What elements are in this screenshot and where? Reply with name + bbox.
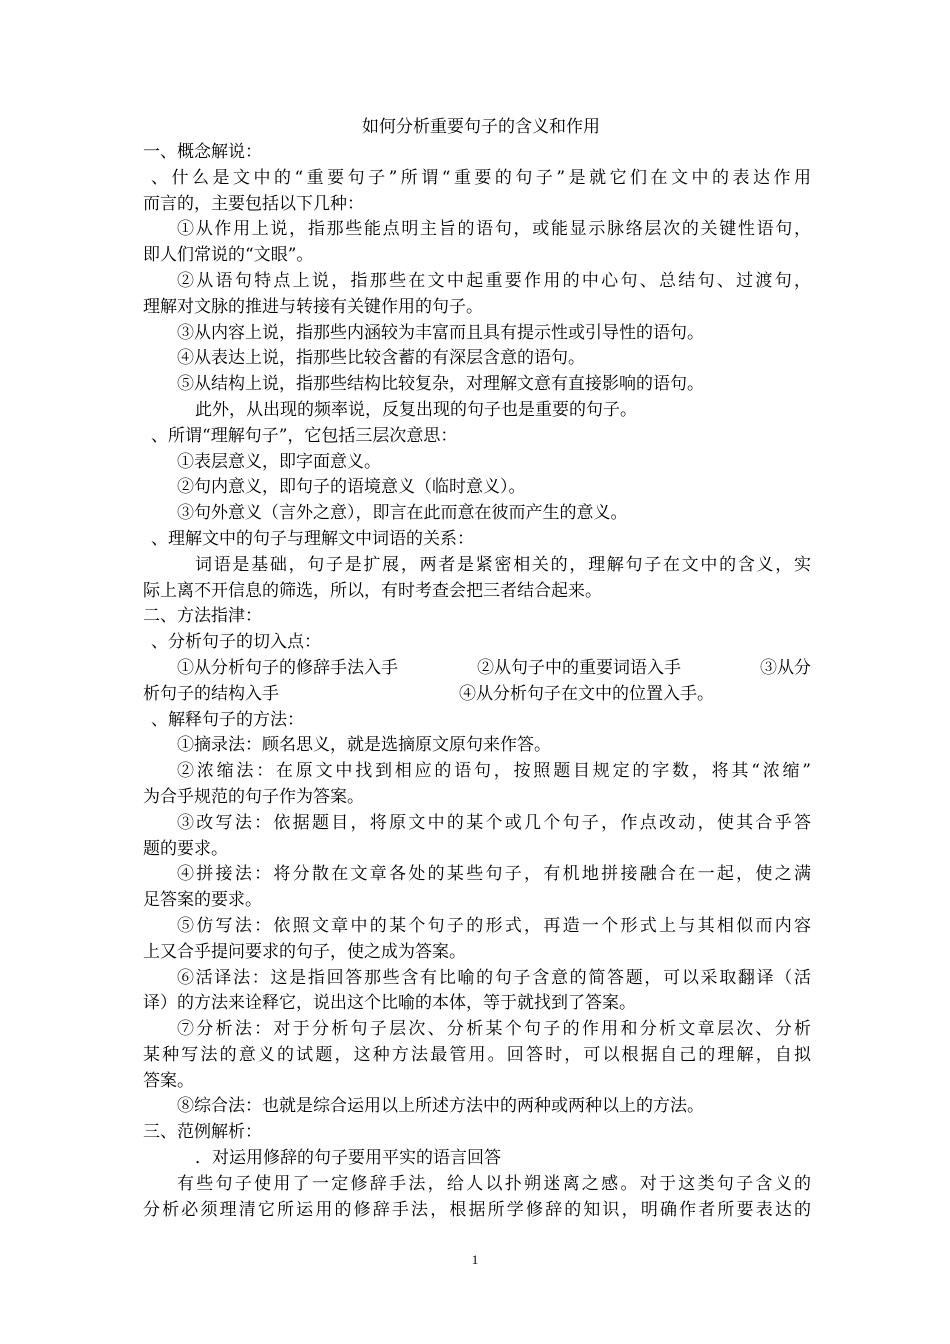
text-line: 际上离不开信息的筛选，所以，有时考查会把三者结合起来。 xyxy=(143,580,602,601)
text-line: ①摘录法：顾名思义，就是选摘原文原句来作答。 xyxy=(177,735,551,756)
text-line: 词语是基础，句子是扩展，两者是紧密相关的，理解句子在文中的含义，实 xyxy=(195,554,811,575)
entry-point-structure-start: ③从分 xyxy=(760,657,811,678)
text-line: ③改写法：依据题目，将原文中的某个或几个句子，作点改动，使其合乎答 xyxy=(177,812,811,833)
text-line: 某种写法的意义的试题，这种方法最管用。回答时，可以根据自己的理解，自拟 xyxy=(143,1044,811,1065)
text-line: ③句外意义（言外之意），即言在此而意在彼而产生的意义。 xyxy=(177,503,628,524)
text-line: ②句内意义，即句子的语境意义（临时意义）。 xyxy=(177,477,526,498)
text-line: 有些句子使用了一定修辞手法，给人以扑朔迷离之感。对于这类句子含义的 xyxy=(177,1173,811,1194)
subheading-line: 、所谓“理解句子”，它包括三层次意思： xyxy=(151,425,458,446)
text-line: ①表层意义，即字面意义。 xyxy=(177,451,381,472)
text-line: 此外，从出现的频率说，反复出现的句子也是重要的句子。 xyxy=(195,399,637,420)
subheading-line: 、理解文中的句子与理解文中词语的关系： xyxy=(151,528,474,549)
section-heading-concepts: 一、概念解说： xyxy=(143,142,262,162)
subheading-line: 、分析句子的切入点： xyxy=(151,632,321,653)
document-title: 如何分析重要句子的含义和作用 xyxy=(362,117,600,137)
entry-point-position: ④从分析句子在文中的位置入手。 xyxy=(459,683,714,704)
text-line: ①从作用上说，指那些能点明主旨的语句，或能显示脉络层次的关键性语句， xyxy=(177,219,811,240)
text-line: 答案。 xyxy=(143,1070,194,1091)
text-line: 、什么是文中的“重要句子”所谓“重要的句子”是就它们在文中的表达作用 xyxy=(151,167,811,188)
entry-points-row xyxy=(143,656,811,682)
text-line: ⑧综合法：也就是综合运用以上所述方法中的两种或两种以上的方法。 xyxy=(177,1096,704,1117)
entry-points-row-2 xyxy=(143,682,811,708)
text-line: ⑥活译法：这是指回答那些含有比喻的句子含意的简答题，可以采取翻译（活 xyxy=(177,967,811,988)
text-line: ⑤从结构上说，指那些结构比较复杂，对理解文意有直接影响的语句。 xyxy=(177,374,704,395)
text-line: ②浓缩法：在原文中找到相应的语句，按照题目规定的字数，将其“浓缩” xyxy=(177,761,811,782)
text-line: 上又合乎提问要求的句子，使之成为答案。 xyxy=(143,941,466,962)
text-line: ④拼接法：将分散在文章各处的某些句子，有机地拼接融合在一起，使之满 xyxy=(177,864,811,885)
text-line: 分析必须理清它所运用的修辞手法，根据所学修辞的知识，明确作者所要表达的 xyxy=(143,1199,811,1220)
section-heading-methods: 二、方法指津： xyxy=(143,606,262,627)
subheading-line: ．对运用修辞的句子要用平实的语言回答 xyxy=(195,1148,501,1169)
text-line: 而言的，主要包括以下几种： xyxy=(143,193,364,214)
text-line: 题的要求。 xyxy=(143,838,228,859)
entry-point-structure-end: 析句子的结构入手 xyxy=(143,683,279,704)
text-line: ②从语句特点上说，指那些在文中起重要作用的中心句、总结句、过渡句， xyxy=(177,270,811,291)
text-line: ④从表达上说，指那些比较含蓄的有深层含意的语句。 xyxy=(177,348,585,369)
subheading-line: 、解释句子的方法： xyxy=(151,709,304,730)
text-line: 译）的方法来诠释它，说出这个比喻的本体，等于就找到了答案。 xyxy=(143,993,636,1014)
section-heading-examples: 三、范例解析： xyxy=(143,1122,262,1143)
text-line: 即人们常说的“文眼”。 xyxy=(143,245,314,266)
text-line: 为合乎规范的句子作为答案。 xyxy=(143,786,364,807)
text-line: 足答案的要求。 xyxy=(143,890,262,911)
text-line: ⑦分析法：对于分析句子层次、分析某个句子的作用和分析文章层次、分析 xyxy=(177,1019,811,1040)
text-line: ⑤仿写法：依照文章中的某个句子的形式，再造一个形式上与其相似而内容 xyxy=(177,915,811,936)
entry-point-keywords: ②从句子中的重要词语入手 xyxy=(477,657,681,678)
text-line: 理解对文脉的推进与转接有关键作用的句子。 xyxy=(143,296,483,317)
text-line: ③从内容上说，指那些内涵较为丰富而且具有提示性或引导性的语句。 xyxy=(177,322,704,343)
document-body xyxy=(143,114,811,1223)
entry-point-rhetoric: ①从分析句子的修辞手法入手 xyxy=(177,657,398,678)
page-number: 1 xyxy=(471,1252,479,1267)
